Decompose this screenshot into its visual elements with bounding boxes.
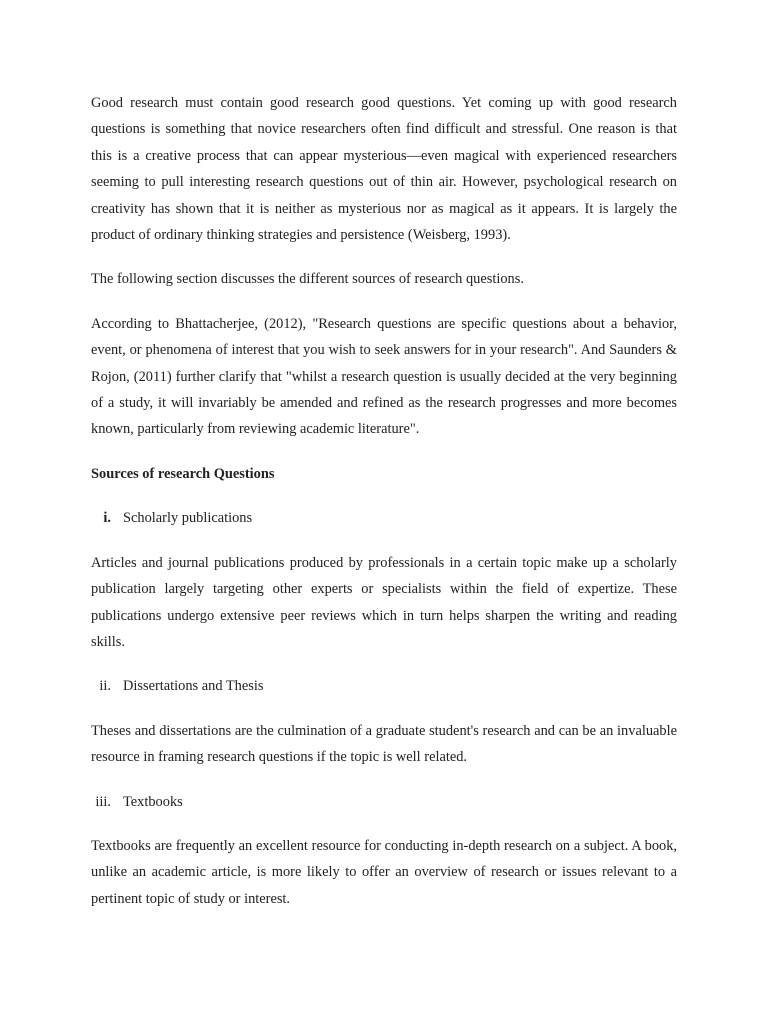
source-item-scholarly	[91, 505, 677, 531]
list-marker: i.	[103, 510, 111, 527]
source-description: Articles and journal publications produced by professionals in a certain topic make up a scholarly publication largely targeting other experts or specialists within the field of expertize. These publications undergo extensive peer reviews which in turn helps sharpen the writing and reading skills.	[91, 554, 677, 650]
intro-paragraph: Good research must contain good research good questions. Yet coming up with good research questions is something that novice researchers often find difficult and stressful. One reason is that this is a creative process that can appear mysterious—even magical with experienced researchers seeming to pull interesting research questions out of thin air. However, psychological research on creativity has shown that it is neither as mysterious nor as magical as it appears. It is largely the product of ordinary thinking strategies and persistence (Weisberg, 1993).	[91, 95, 677, 244]
section-heading: Sources of research Questions	[91, 465, 275, 482]
source-description: Textbooks are frequently an excellent resource for conducting in-depth research on a subject. A book, unlike an academic article, is more likely to offer an overview of research or issues relevant to a pertinent topic of study or interest.	[91, 837, 677, 907]
following-paragraph: The following section discusses the different sources of research questions.	[91, 271, 524, 288]
source-item-dissertations	[91, 673, 677, 699]
document-body	[91, 90, 677, 930]
source-item-textbooks	[91, 789, 677, 815]
list-marker: iii.	[95, 793, 111, 810]
source-label: Textbooks	[123, 793, 183, 810]
source-label: Scholarly publications	[123, 510, 253, 527]
source-label: Dissertations and Thesis	[123, 678, 264, 695]
source-description: Theses and dissertations are the culmination of a graduate student's research and can be an invaluable resource in framing research questions if the topic is well related.	[91, 722, 677, 766]
definition-paragraph: According to Bhattacherjee, (2012), "Research questions are specific questions about a behavior, event, or phenomena of interest that you wish to seek answers for in your research". And Saunders & Rojon, (2011) further clarify that "whilst a research question is usually decided at the very beginning of a study, it will invariably be amended and refined as the research progresses and more becomes known, particularly from reviewing academic literature".	[91, 315, 677, 438]
list-marker: ii.	[99, 678, 111, 695]
